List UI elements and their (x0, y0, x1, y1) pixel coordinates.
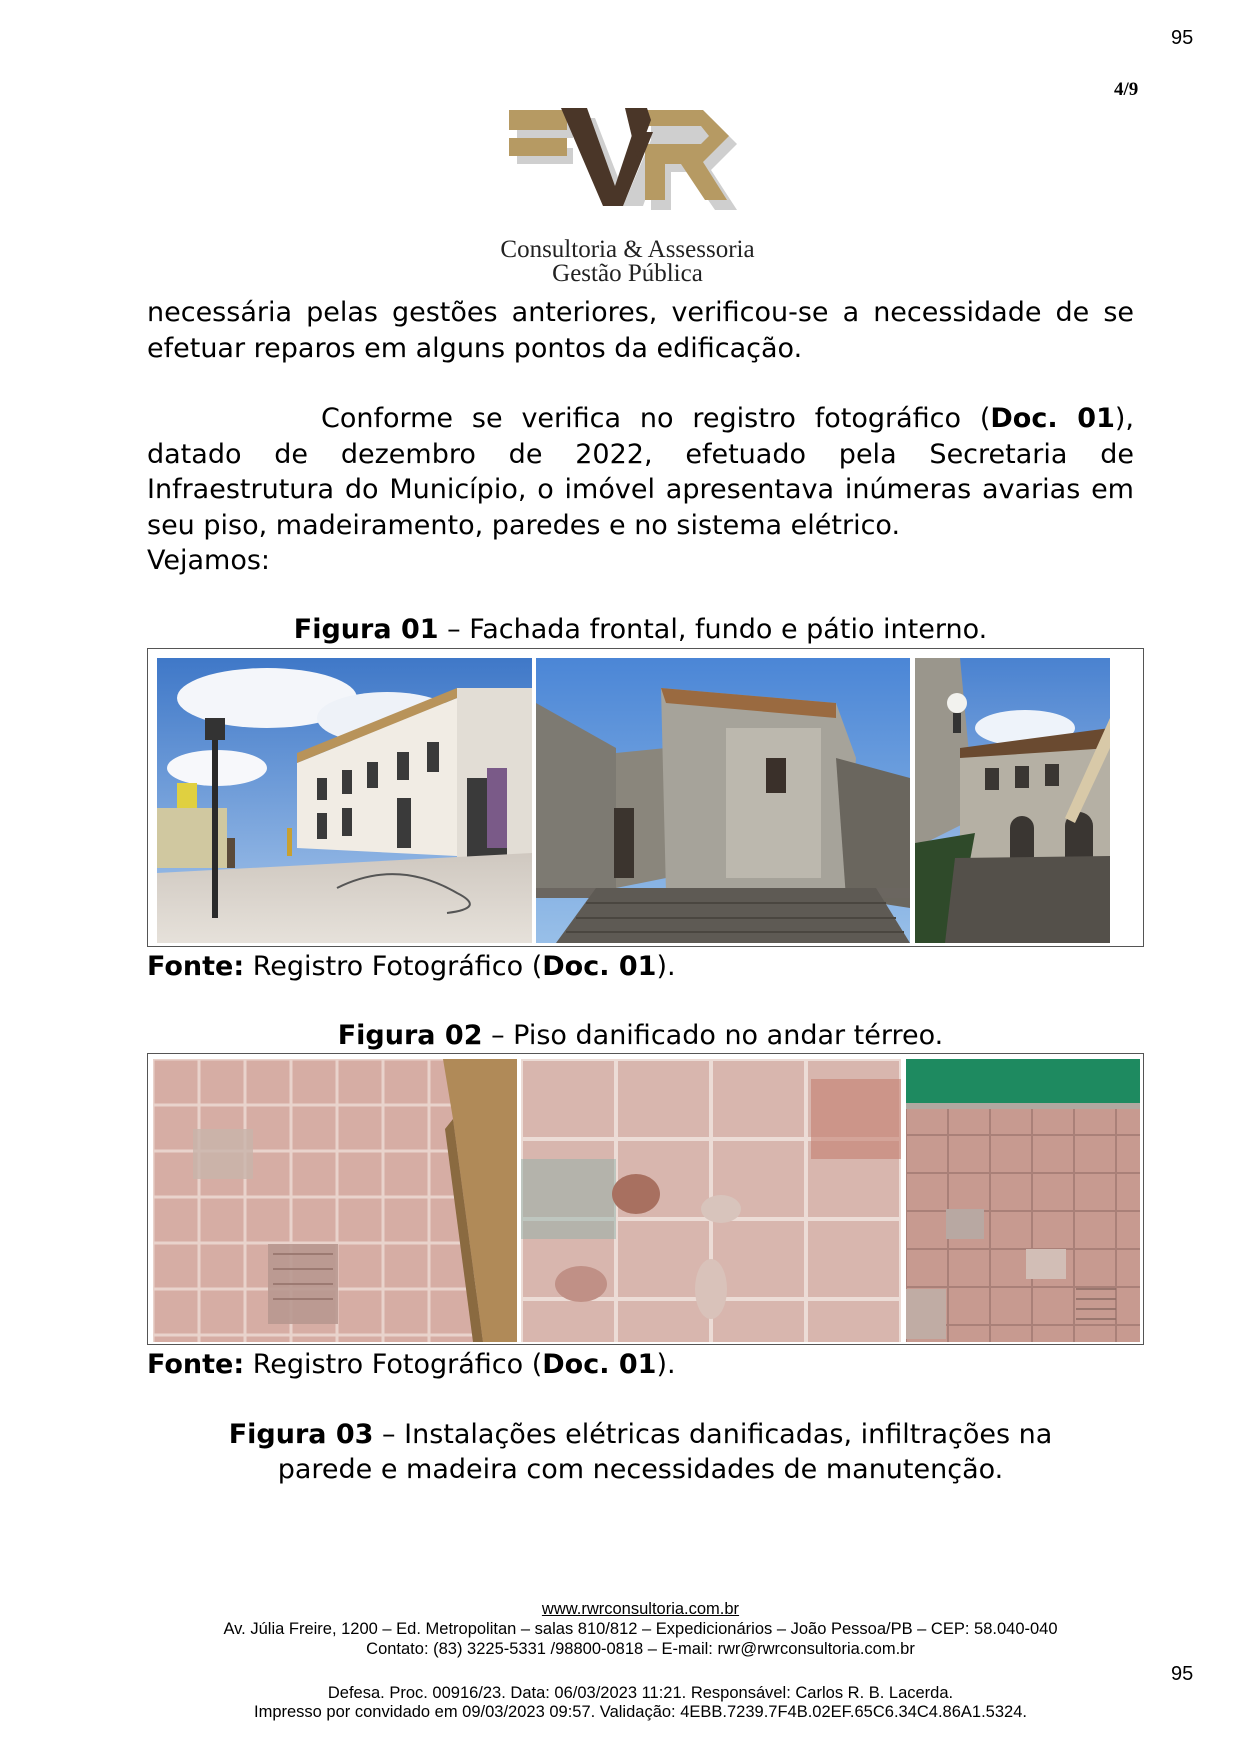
source-end: ). (656, 1349, 676, 1380)
logo-line-2: Gestão Pública (552, 260, 703, 287)
page-number-top: 95 (1171, 27, 1194, 49)
paragraph-2-part1: Conforme se verifica no registro fotográfico ( (321, 403, 991, 434)
paragraph-1 (147, 295, 1134, 366)
figure-1-caption (147, 612, 1134, 647)
figure-2-caption-text: – Piso danificado no andar térreo. (482, 1020, 944, 1051)
source-end: ). (656, 951, 676, 982)
figure-1-source (147, 949, 676, 984)
logo-line-1: Consultoria & Assessoria (500, 236, 755, 263)
figure-2-photo-closeup (521, 1059, 901, 1342)
source-text: Registro Fotográfico ( (244, 1349, 543, 1380)
figure-3-caption-text-1: – Instalações elétricas danificadas, infiltrações na (373, 1419, 1053, 1450)
paragraph-2-vejamos: Vejamos: (147, 545, 271, 576)
paragraph-2 (147, 401, 1134, 543)
stamp-line-1: Defesa. Proc. 00916/23. Data: 06/03/2023 11:21. Responsável: Carlos R. B. Lacerda. (327, 1684, 954, 1702)
paragraph-2-part2: ), datado de dezembro de 2022, efetuado pela Secretaria de Infraestrutura do Município, o imóvel apresentava inúmeras avarias em seu piso, madeiramento, paredes e no sistema elétrico. (147, 403, 1134, 541)
footer-address: Av. Júlia Freire, 1200 – Ed. Metropolitan – salas 810/812 – Expedicionários – João Pessoa/PB – CEP: 58.040-040 (223, 1620, 1058, 1638)
company-logo (505, 102, 750, 224)
stamp-line-2: Impresso por convidado em 09/03/2023 09:57. Validação: 4EBB.7239.7F4B.02EF.65C6.34C4.86A1.5324. (254, 1703, 1027, 1721)
page-fraction: 4/9 (1114, 79, 1139, 100)
paragraph-2-doc-ref: Doc. 01 (990, 403, 1115, 434)
figure-3-caption-line-1 (147, 1417, 1134, 1452)
source-label: Fonte: (147, 1349, 245, 1380)
validation-stamp (130, 1684, 1151, 1722)
page-number-bottom: 95 (1171, 1663, 1194, 1685)
paragraph-1-text: necessária pelas gestões anteriores, verificou-se a necessidade de se efetuar reparos em alguns pontos da edificação. (147, 297, 1134, 364)
figure-2-photo-room-floor (906, 1059, 1140, 1342)
figure-1-label: Figura 01 (293, 614, 439, 645)
figure-1-frame (147, 648, 1144, 947)
source-label: Fonte: (147, 951, 245, 982)
rwr-logo-icon (505, 102, 750, 224)
source-doc-ref: Doc. 01 (542, 1349, 657, 1380)
source-text: Registro Fotográfico ( (244, 951, 543, 982)
figure-3-caption (147, 1417, 1134, 1487)
figure-2-photo-stair-floor (153, 1059, 517, 1342)
footer (130, 1599, 1151, 1659)
figure-1-photo-rear (536, 658, 910, 943)
figure-3-caption-text-2: parede e madeira com necessidades de manutenção. (277, 1454, 1004, 1485)
logo-tagline (430, 238, 825, 286)
figure-1-caption-text: – Fachada frontal, fundo e pátio interno. (438, 614, 988, 645)
footer-contact: Contato: (83) 3225-5331 /98800-0818 – E-mail: rwr@rwrconsultoria.com.br (366, 1640, 915, 1658)
source-doc-ref: Doc. 01 (542, 951, 657, 982)
paragraph-2-last-line (147, 543, 1134, 579)
footer-website-link[interactable]: www.rwrconsultoria.com.br (541, 1600, 740, 1618)
figure-1-photo-courtyard (915, 658, 1110, 943)
figure-2-label: Figura 02 (337, 1020, 483, 1051)
figure-3-label: Figura 03 (228, 1419, 374, 1450)
figure-2-source (147, 1347, 676, 1382)
figure-2-frame (147, 1053, 1144, 1345)
figure-2-caption (147, 1018, 1134, 1053)
figure-1-photo-facade (157, 658, 532, 943)
